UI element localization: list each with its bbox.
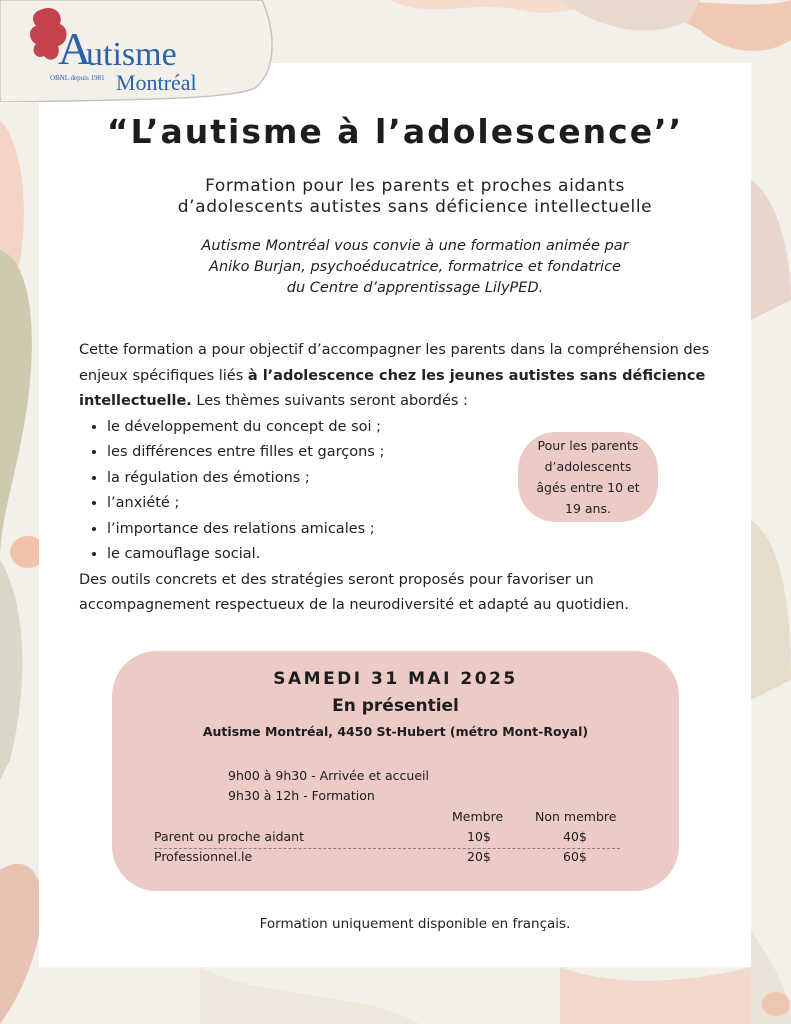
list-item: • les différences entre filles et garçons ; xyxy=(107,440,719,466)
logo-montreal: Montréal xyxy=(116,70,197,95)
intro-text xyxy=(39,236,791,299)
list-item: • le développement du concept de soi ; xyxy=(107,415,719,441)
event-date: SAMEDI 31 MAI 2025 xyxy=(273,669,518,689)
event-schedule xyxy=(228,766,429,806)
subtitle xyxy=(39,176,791,218)
logo-tagline: OBNL depuis 1981 xyxy=(50,74,105,82)
schedule-item: 9h00 à 9h30 - Arrivée et accueil xyxy=(228,768,429,783)
list-item: • le camouflage social. xyxy=(107,542,719,568)
subtitle-line: d’adolescents autistes sans déficience intellectuelle xyxy=(177,197,653,217)
price-row-label: Parent ou proche aidant xyxy=(154,829,304,844)
logo-name: utisme xyxy=(86,36,177,73)
intro-line: Autisme Montréal vous convie à une formation animée par xyxy=(201,238,629,254)
event-mode: En présentiel xyxy=(332,696,459,716)
list-item: • la régulation des émotions ; xyxy=(107,466,719,492)
page-title: “L’autisme à l’adolescence’’ xyxy=(106,112,684,151)
price-member: 10$ xyxy=(467,829,491,844)
age-badge xyxy=(518,432,658,522)
event-details-box xyxy=(112,651,679,891)
description-lead-end: Les thèmes suivants seront abordés : xyxy=(191,393,468,409)
description-lead: Cette formation a pour objectif d’accompagner les parents dans la compréhension des enjeux spécifiques liés xyxy=(79,342,710,384)
logo-letter-a: A xyxy=(58,23,92,74)
price-nonmember: 40$ xyxy=(563,829,587,844)
price-row-label: Professionnel.le xyxy=(154,849,253,864)
description-paragraph xyxy=(79,338,719,415)
badge-line: 19 ans. xyxy=(565,501,611,516)
list-item: • l’anxiété ; xyxy=(107,491,719,517)
price-header-nonmember: Non membre xyxy=(535,809,617,824)
badge-line: Pour les parents xyxy=(537,438,639,453)
event-location: Autisme Montréal, 4450 St-Hubert (métro Mont-Royal) xyxy=(202,724,589,739)
schedule-item: 9h30 à 12h - Formation xyxy=(228,788,375,803)
badge-line: d’adolescents xyxy=(544,459,632,474)
closing-paragraph: Des outils concrets et des stratégies seront proposés pour favoriser un accompagnement respectueux de la neurodiversité et adapté au quotidien. xyxy=(79,571,629,613)
price-header-member: Membre xyxy=(452,809,504,824)
price-member: 20$ xyxy=(467,849,491,864)
subtitle-line: Formation pour les parents et proches aidants xyxy=(205,176,625,196)
intro-line: Aniko Burjan, psychoéducatrice, formatrice et fondatrice xyxy=(209,259,621,275)
price-nonmember: 60$ xyxy=(563,849,587,864)
list-item: • l’importance des relations amicales ; xyxy=(107,517,719,543)
description-emphasis: à l’adolescence chez les jeunes autistes sans déficience intellectuelle. xyxy=(79,367,706,409)
intro-line: du Centre d’apprentissage LilyPED. xyxy=(286,280,544,296)
badge-line: âgés entre 10 et xyxy=(536,480,640,495)
footer-note: Formation uniquement disponible en français. xyxy=(259,916,571,932)
